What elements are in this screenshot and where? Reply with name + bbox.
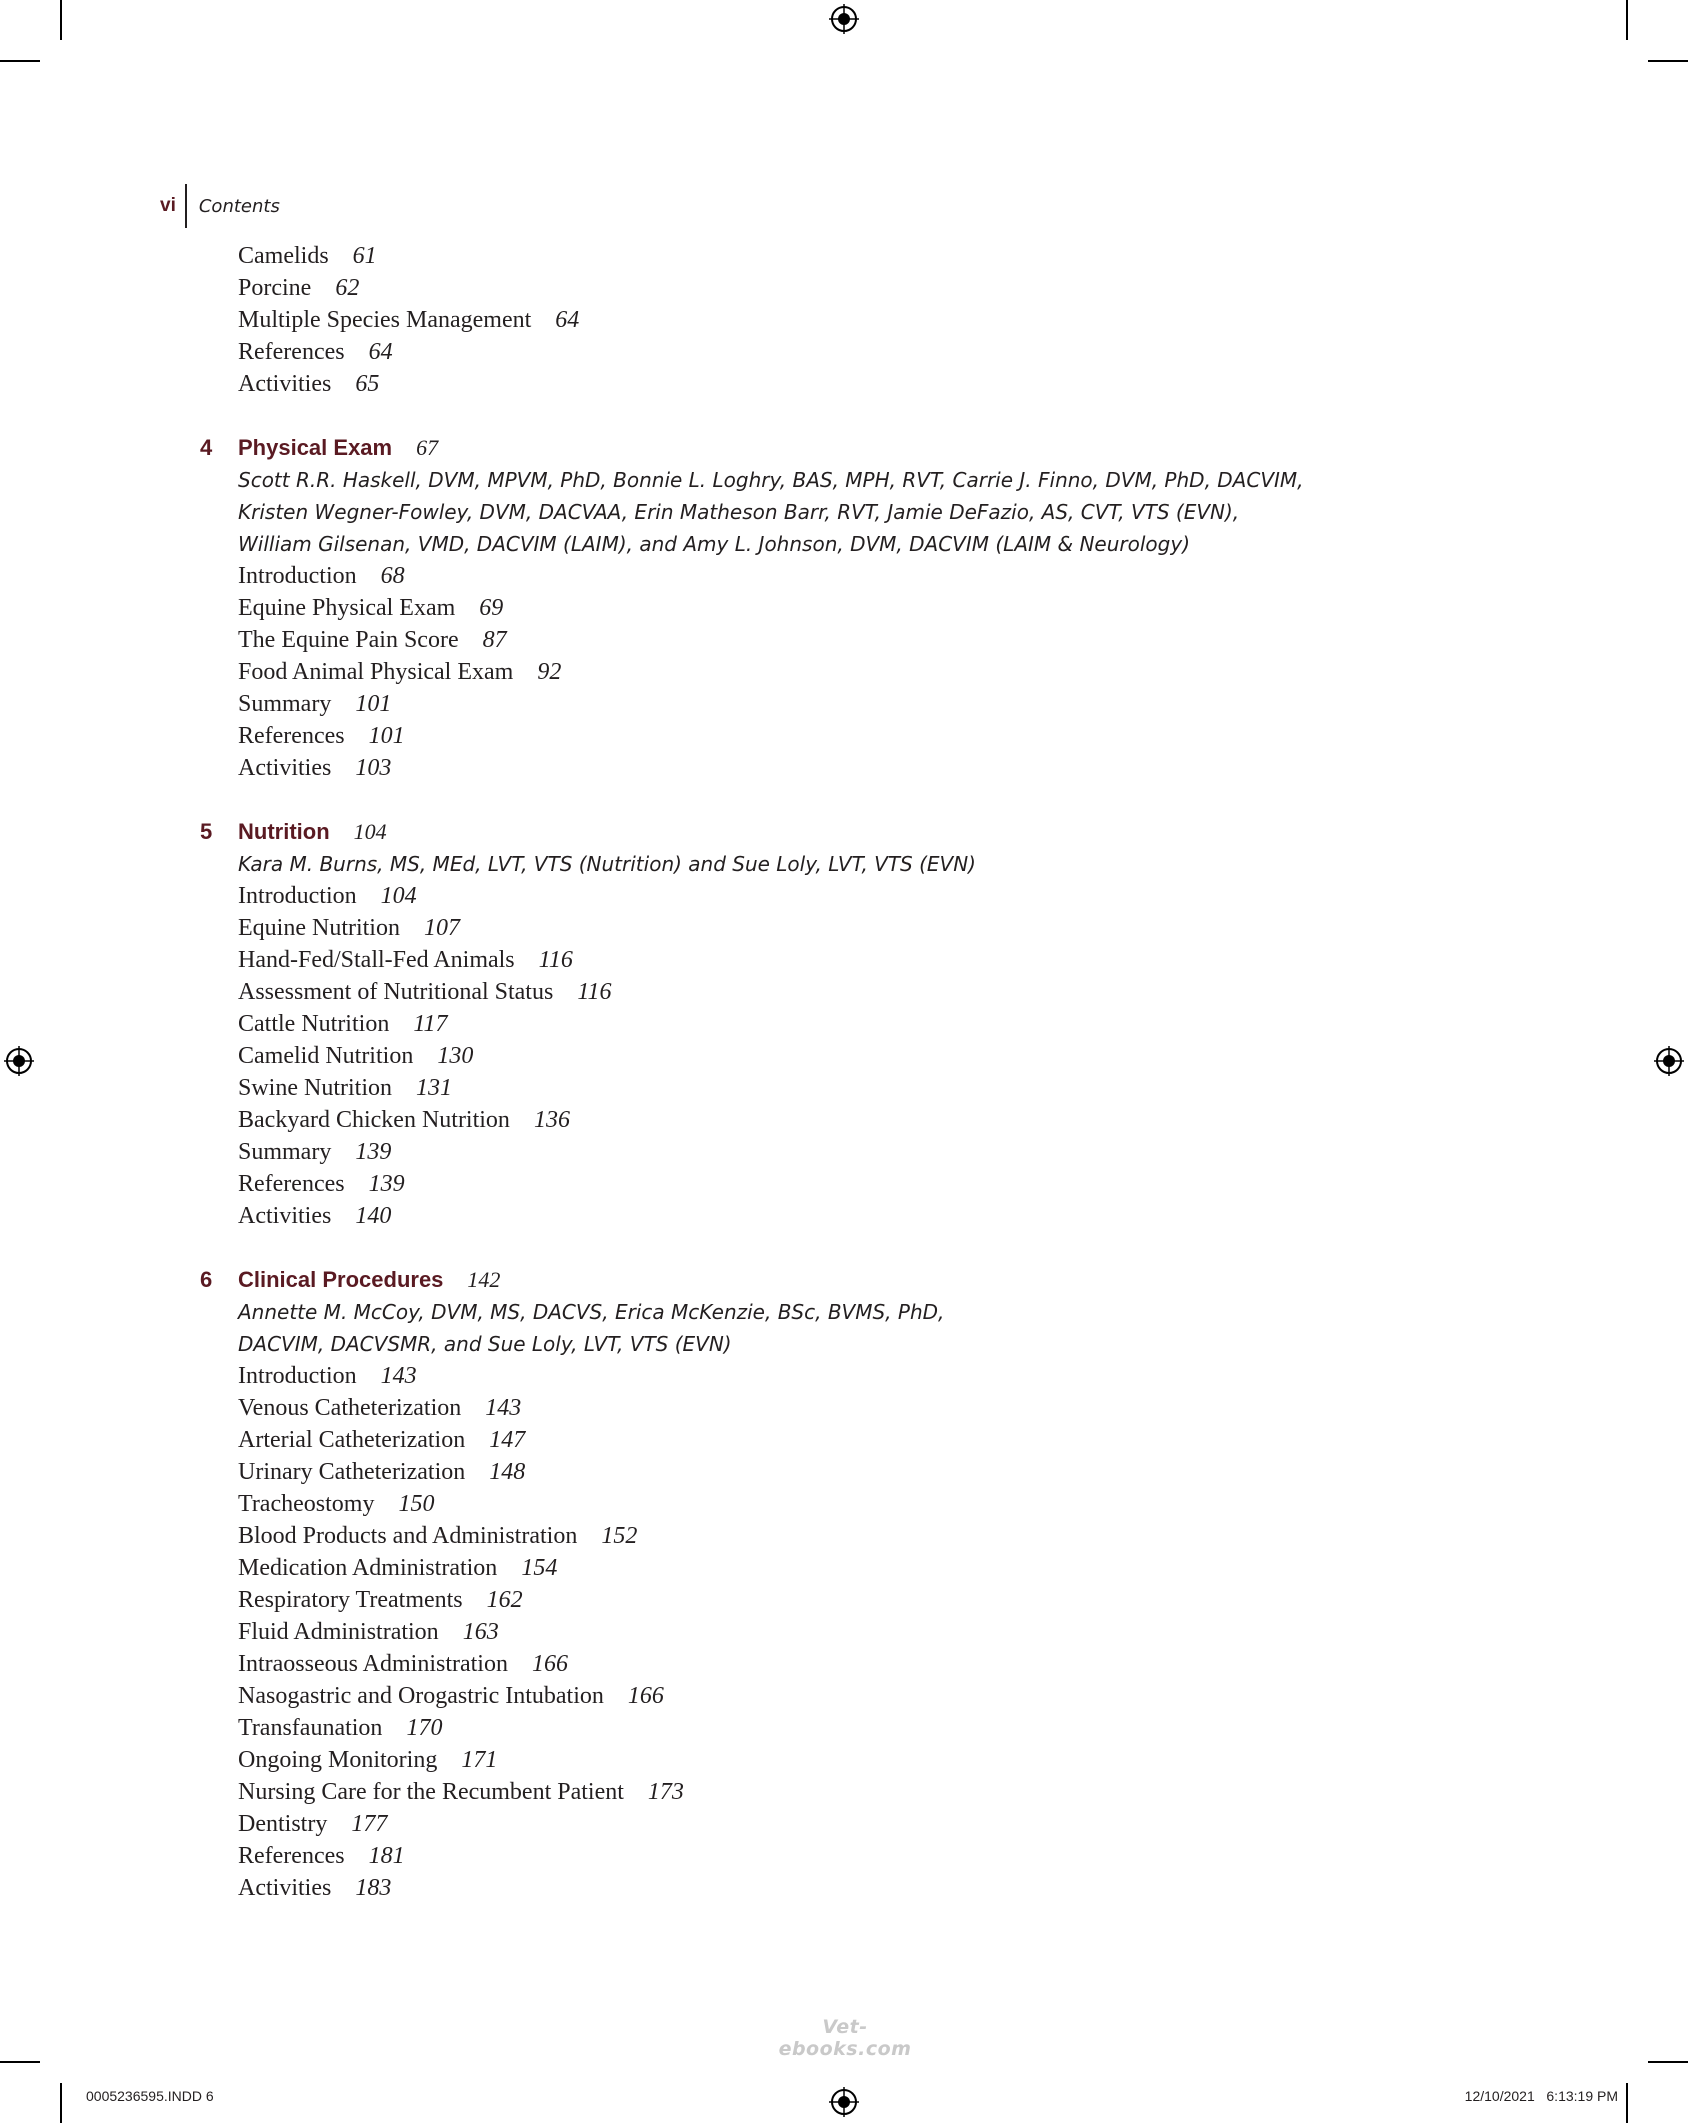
- entry-title: References: [238, 723, 345, 749]
- toc-entry[interactable]: [200, 1008, 1440, 1040]
- entry-title: Arterial Catheterization: [238, 1427, 466, 1453]
- entry-title: References: [238, 1843, 345, 1869]
- entry-page: 166: [627, 1683, 664, 1709]
- toc-entry[interactable]: [200, 1392, 1440, 1424]
- slug-timestamp: 12/10/2021 6:13:19 PM: [1464, 2088, 1618, 2104]
- entry-title: Activities: [238, 1203, 332, 1229]
- toc-entry[interactable]: [200, 272, 1440, 304]
- entry-title: Dentistry: [238, 1811, 328, 1837]
- toc-entry[interactable]: [200, 1200, 1440, 1232]
- chapter-page: 67: [416, 435, 439, 460]
- entry-page: 62: [335, 275, 360, 301]
- toc-entry[interactable]: [200, 1872, 1440, 1904]
- toc-entry[interactable]: [200, 240, 1440, 272]
- entry-page: 143: [380, 1363, 417, 1389]
- header-divider: [185, 184, 187, 228]
- toc-entry[interactable]: [200, 976, 1440, 1008]
- crop-mark-icon: [1648, 60, 1688, 62]
- entry-title: The Equine Pain Score: [238, 627, 459, 653]
- entry-page: 166: [531, 1651, 568, 1677]
- chapter-page: 104: [353, 819, 387, 844]
- entry-title: Swine Nutrition: [238, 1075, 392, 1101]
- toc-entry[interactable]: [200, 688, 1440, 720]
- toc-entry[interactable]: [200, 944, 1440, 976]
- registration-mark-icon: [829, 4, 859, 34]
- entry-title: Multiple Species Management: [238, 307, 532, 333]
- chapter-authors-line: DACVIM, DACVSMR, and Sue Loly, LVT, VTS (EVN): [238, 1332, 732, 1356]
- toc-entry[interactable]: [200, 1168, 1440, 1200]
- toc-entry[interactable]: [200, 720, 1440, 752]
- toc-entry[interactable]: [200, 560, 1440, 592]
- chapter-authors-line: Kristen Wegner-Fowley, DVM, DACVAA, Erin Matheson Barr, RVT, Jamie DeFazio, AS, CVT, VTS (EVN),: [238, 500, 1240, 524]
- entry-title: Introduction: [238, 1363, 357, 1389]
- entry-page: 162: [486, 1587, 523, 1613]
- entry-page: 64: [368, 339, 393, 365]
- entry-title: References: [238, 339, 345, 365]
- entry-page: 69: [479, 595, 504, 621]
- crop-mark-icon: [0, 60, 40, 62]
- entry-page: 143: [485, 1395, 522, 1421]
- chapter-title: Clinical Procedures: [238, 1267, 444, 1292]
- toc-entry[interactable]: [200, 912, 1440, 944]
- crop-mark-icon: [1648, 2061, 1688, 2063]
- toc-entry[interactable]: [200, 336, 1440, 368]
- toc-entry[interactable]: [200, 1456, 1440, 1488]
- entry-title: Nasogastric and Orogastric Intubation: [238, 1683, 604, 1709]
- registration-mark-icon: [1654, 1046, 1684, 1076]
- entry-page: 181: [368, 1843, 405, 1869]
- toc-entry[interactable]: [200, 1616, 1440, 1648]
- entry-page: 152: [601, 1523, 638, 1549]
- entry-page: 104: [380, 883, 417, 909]
- entry-page: 107: [423, 915, 460, 941]
- watermark-logo: Vet-ebooks.com: [778, 2016, 912, 2060]
- entry-title: Activities: [238, 1875, 332, 1901]
- toc-entry[interactable]: [200, 1360, 1440, 1392]
- entry-title: Intraosseous Administration: [238, 1651, 508, 1677]
- toc-entry[interactable]: [200, 1776, 1440, 1808]
- toc-entry[interactable]: [200, 592, 1440, 624]
- entry-page: 116: [538, 947, 573, 973]
- toc-entry[interactable]: [200, 1680, 1440, 1712]
- toc-entry[interactable]: [200, 1488, 1440, 1520]
- entry-page: 171: [461, 1747, 498, 1773]
- folio: vi: [160, 195, 176, 216]
- toc-entry[interactable]: [200, 1808, 1440, 1840]
- entry-page: 163: [462, 1619, 499, 1645]
- entry-page: 68: [380, 563, 405, 589]
- slug-filename: 0005236595.INDD 6: [86, 2088, 214, 2104]
- entry-title: Equine Physical Exam: [238, 595, 456, 621]
- entry-page: 117: [413, 1011, 448, 1037]
- crop-mark-icon: [60, 0, 62, 40]
- toc-entry[interactable]: [200, 304, 1440, 336]
- entry-page: 183: [355, 1875, 392, 1901]
- chapter-authors-line: William Gilsenan, VMD, DACVIM (LAIM), and Amy L. Johnson, DVM, DACVIM (LAIM & Neurology): [238, 532, 1190, 556]
- entry-title: Fluid Administration: [238, 1619, 439, 1645]
- continued-entries: [200, 240, 1440, 400]
- chapter-number: 4: [200, 435, 213, 460]
- chapter-5: [200, 816, 1440, 1232]
- entry-title: Assessment of Nutritional Status: [238, 979, 554, 1005]
- entry-page: 148: [489, 1459, 526, 1485]
- chapter-heading[interactable]: [200, 432, 1440, 464]
- toc-entry[interactable]: [200, 624, 1440, 656]
- entry-title: Transfaunation: [238, 1715, 383, 1741]
- entry-page: 130: [437, 1043, 474, 1069]
- entry-page: 61: [352, 243, 377, 269]
- entry-title: References: [238, 1171, 345, 1197]
- entry-page: 101: [355, 691, 392, 717]
- entry-page: 177: [351, 1811, 388, 1837]
- entry-title: Urinary Catheterization: [238, 1459, 466, 1485]
- entry-title: Backyard Chicken Nutrition: [238, 1107, 510, 1133]
- entry-title: Medication Administration: [238, 1555, 498, 1581]
- entry-page: 101: [368, 723, 405, 749]
- entry-title: Activities: [238, 371, 332, 397]
- entry-title: Introduction: [238, 563, 357, 589]
- chapter-authors-line: Scott R.R. Haskell, DVM, MPVM, PhD, Bonnie L. Loghry, BAS, MPH, RVT, Carrie J. Finno, DVM, PhD, DACVIM,: [238, 468, 1304, 492]
- entry-title: Food Animal Physical Exam: [238, 659, 514, 685]
- entry-title: Hand-Fed/Stall-Fed Animals: [238, 947, 515, 973]
- entry-page: 139: [368, 1171, 405, 1197]
- entry-page: 92: [537, 659, 562, 685]
- toc-entry[interactable]: [200, 1072, 1440, 1104]
- chapter-title: Physical Exam: [238, 435, 393, 460]
- entry-page: 139: [355, 1139, 392, 1165]
- entry-title: Blood Products and Administration: [238, 1523, 578, 1549]
- toc-entry[interactable]: [200, 1136, 1440, 1168]
- chapter-title: Nutrition: [238, 819, 330, 844]
- toc-entry[interactable]: [200, 1712, 1440, 1744]
- entry-title: Summary: [238, 691, 332, 717]
- entry-title: Equine Nutrition: [238, 915, 400, 941]
- chapter-number: 6: [200, 1267, 213, 1292]
- chapter-6: [200, 1264, 1440, 1904]
- chapter-number: 5: [200, 819, 213, 844]
- crop-mark-icon: [1626, 2083, 1628, 2123]
- entry-title: Cattle Nutrition: [238, 1011, 390, 1037]
- toc-entry[interactable]: [200, 752, 1440, 784]
- registration-mark-icon: [829, 2087, 859, 2117]
- chapter-authors-line: Kara M. Burns, MS, MEd, LVT, VTS (Nutrition) and Sue Loly, LVT, VTS (EVN): [238, 852, 976, 876]
- chapter-authors-line: Annette M. McCoy, DVM, MS, DACVS, Erica McKenzie, BSc, BVMS, PhD,: [238, 1300, 945, 1324]
- toc-entry[interactable]: [200, 1040, 1440, 1072]
- running-header: [160, 184, 280, 228]
- entry-page: 154: [521, 1555, 558, 1581]
- entry-page: 170: [406, 1715, 443, 1741]
- table-of-contents: [200, 240, 1440, 1904]
- entry-title: Activities: [238, 755, 332, 781]
- toc-entry[interactable]: [200, 656, 1440, 688]
- entry-page: 140: [355, 1203, 392, 1229]
- entry-title: Camelid Nutrition: [238, 1043, 414, 1069]
- toc-entry[interactable]: [200, 368, 1440, 400]
- entry-page: 64: [555, 307, 580, 333]
- toc-entry[interactable]: [200, 880, 1440, 912]
- entry-title: Venous Catheterization: [238, 1395, 462, 1421]
- entry-page: 147: [489, 1427, 526, 1453]
- entry-title: Porcine: [238, 275, 312, 301]
- toc-entry[interactable]: [200, 1424, 1440, 1456]
- toc-entry[interactable]: [200, 1744, 1440, 1776]
- chapter-heading[interactable]: [200, 1264, 1440, 1296]
- entry-title: Camelids: [238, 243, 329, 269]
- entry-title: Tracheostomy: [238, 1491, 375, 1517]
- toc-entry[interactable]: [200, 1552, 1440, 1584]
- entry-page: 103: [355, 755, 392, 781]
- crop-mark-icon: [0, 2061, 40, 2063]
- running-title: Contents: [198, 195, 280, 217]
- toc-entry[interactable]: [200, 1104, 1440, 1136]
- toc-entry[interactable]: [200, 1840, 1440, 1872]
- chapter-heading[interactable]: [200, 816, 1440, 848]
- entry-page: 173: [647, 1779, 684, 1805]
- entry-title: Summary: [238, 1139, 332, 1165]
- toc-entry[interactable]: [200, 1584, 1440, 1616]
- entry-page: 65: [355, 371, 380, 397]
- crop-mark-icon: [1626, 0, 1628, 40]
- entry-page: 150: [398, 1491, 435, 1517]
- entry-title: Ongoing Monitoring: [238, 1747, 438, 1773]
- entry-page: 87: [482, 627, 507, 653]
- toc-entry[interactable]: [200, 1520, 1440, 1552]
- chapter-page: 142: [467, 1267, 501, 1292]
- entry-page: 116: [577, 979, 612, 1005]
- entry-page: 131: [416, 1075, 452, 1101]
- entry-title: Introduction: [238, 883, 357, 909]
- toc-entry[interactable]: [200, 1648, 1440, 1680]
- entry-title: Respiratory Treatments: [238, 1587, 463, 1613]
- crop-mark-icon: [60, 2083, 62, 2123]
- chapter-4: [200, 432, 1440, 784]
- entry-page: 136: [533, 1107, 570, 1133]
- entry-title: Nursing Care for the Recumbent Patient: [238, 1779, 624, 1805]
- registration-mark-icon: [4, 1046, 34, 1076]
